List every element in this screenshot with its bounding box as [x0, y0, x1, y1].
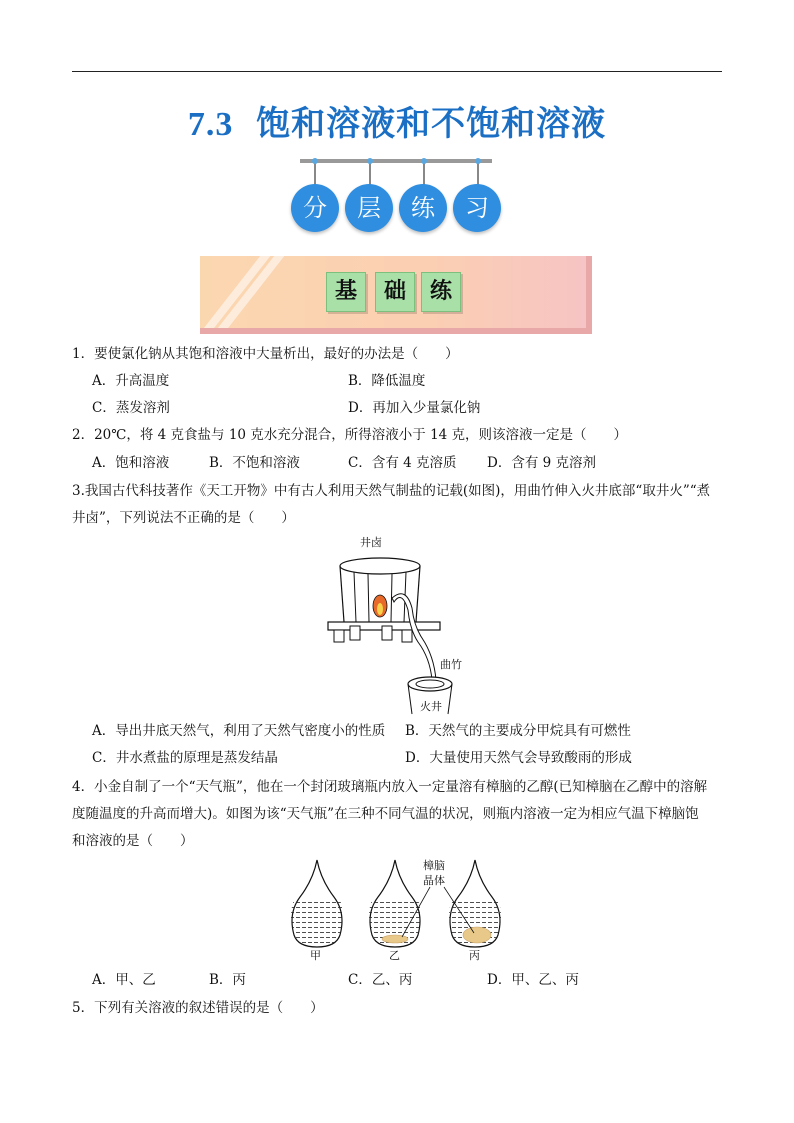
- q2-option-b: B．不饱和溶液: [209, 455, 300, 471]
- salt-well-figure: [320, 530, 480, 720]
- chip-string: [314, 161, 316, 185]
- chip-hanger-bar: [300, 159, 492, 163]
- q4-option-d: D．甲、乙、丙: [487, 972, 579, 988]
- q4-stem-line1: 4．小金自制了一个“天气瓶”，他在一个封闭玻璃瓶内放入一定量溶有樟脑的乙醇(已知樟脑在乙醇中的溶解: [72, 779, 708, 795]
- q5-stem: 5．下列有关溶液的叙述错误的是（ ）: [72, 1000, 324, 1016]
- q3-stem-line2: 井卤”，下列说法不正确的是（ ）: [72, 510, 295, 526]
- bottle-yi: [369, 860, 421, 947]
- q3-stem-line1: 3.我国古代科技著作《天工开物》中有古人利用天然气制盐的记载(如图)，用曲竹伸入火井底部“取井火”“煮: [72, 483, 711, 499]
- chip-string: [369, 161, 371, 185]
- q3-option-d: D．大量使用天然气会导致酸雨的形成: [405, 750, 632, 766]
- q3-option-b: B．天然气的主要成分甲烷具有可燃性: [405, 723, 631, 739]
- chip-pin: [312, 158, 318, 164]
- chip-ceng: 层: [345, 184, 393, 232]
- q2-option-c: C．含有 4 克溶质: [348, 455, 457, 471]
- bottle-jia: [291, 860, 343, 947]
- q4-stem-line3: 和溶液的是（ ）: [72, 833, 194, 849]
- chip-xi: 习: [453, 184, 501, 232]
- q3-option-c: C．井水煮盐的原理是蒸发结晶: [92, 750, 278, 766]
- fig-label-jinglu: 井卤: [360, 536, 382, 549]
- weather-bottle-figure: [290, 855, 510, 965]
- q2-option-d: D．含有 9 克溶剂: [487, 455, 596, 471]
- fig-label-zhangnao: 樟脑: [423, 859, 445, 872]
- q2-option-a: A．饱和溶液: [92, 455, 170, 471]
- fig-label-quzhu: 曲竹: [440, 658, 462, 671]
- chapter-number: 7.3: [187, 106, 234, 143]
- q4-option-a: A．甲、乙: [92, 972, 156, 988]
- section-tile-chu: 础: [375, 272, 415, 312]
- chapter-title: 饱和溶液和不饱和溶液: [256, 104, 607, 144]
- chip-lian: 练: [399, 184, 447, 232]
- q1-option-d: D．再加入少量氯化钠: [348, 400, 481, 416]
- page-title: [0, 96, 794, 145]
- chip-pin: [421, 158, 427, 164]
- top-rule: [72, 71, 722, 72]
- q1-stem: 1．要使氯化钠从其饱和溶液中大量析出，最好的办法是（ ）: [72, 346, 459, 362]
- q4-stem-line2: 度随温度的升高而增大)。如图为该“天气瓶”在三种不同气温的状况，则瓶内溶液一定为相应气温下樟脑饱: [72, 806, 699, 822]
- chip-string: [423, 161, 425, 185]
- fig-label-yi: 乙: [389, 949, 400, 962]
- q4-option-b: B．丙: [209, 972, 246, 988]
- section-tile-lian: 练: [421, 272, 461, 312]
- chip-string: [477, 161, 479, 185]
- q1-option-b: B．降低温度: [348, 373, 426, 389]
- fig-label-bing: 丙: [469, 949, 480, 962]
- q3-option-a: A．导出井底天然气，利用了天然气密度小的性质: [92, 723, 386, 739]
- chip-fen: 分: [291, 184, 339, 232]
- fig-label-huojing: 火井: [420, 700, 442, 713]
- chip-pin: [475, 158, 481, 164]
- fig-label-jingti: 晶体: [423, 874, 445, 887]
- bottle-bing: [449, 860, 501, 947]
- fig-label-jia: 甲: [310, 949, 321, 962]
- chip-pin: [367, 158, 373, 164]
- section-tile-ji: 基: [326, 272, 366, 312]
- q4-option-c: C．乙、丙: [348, 972, 413, 988]
- q1-option-a: A．升高温度: [92, 373, 170, 389]
- q2-stem: 2．20℃，将 4 克食盐与 10 克水充分混合，所得溶液小于 14 克，则该溶液一定是（ ）: [72, 427, 628, 443]
- q1-option-c: C．蒸发溶剂: [92, 400, 170, 416]
